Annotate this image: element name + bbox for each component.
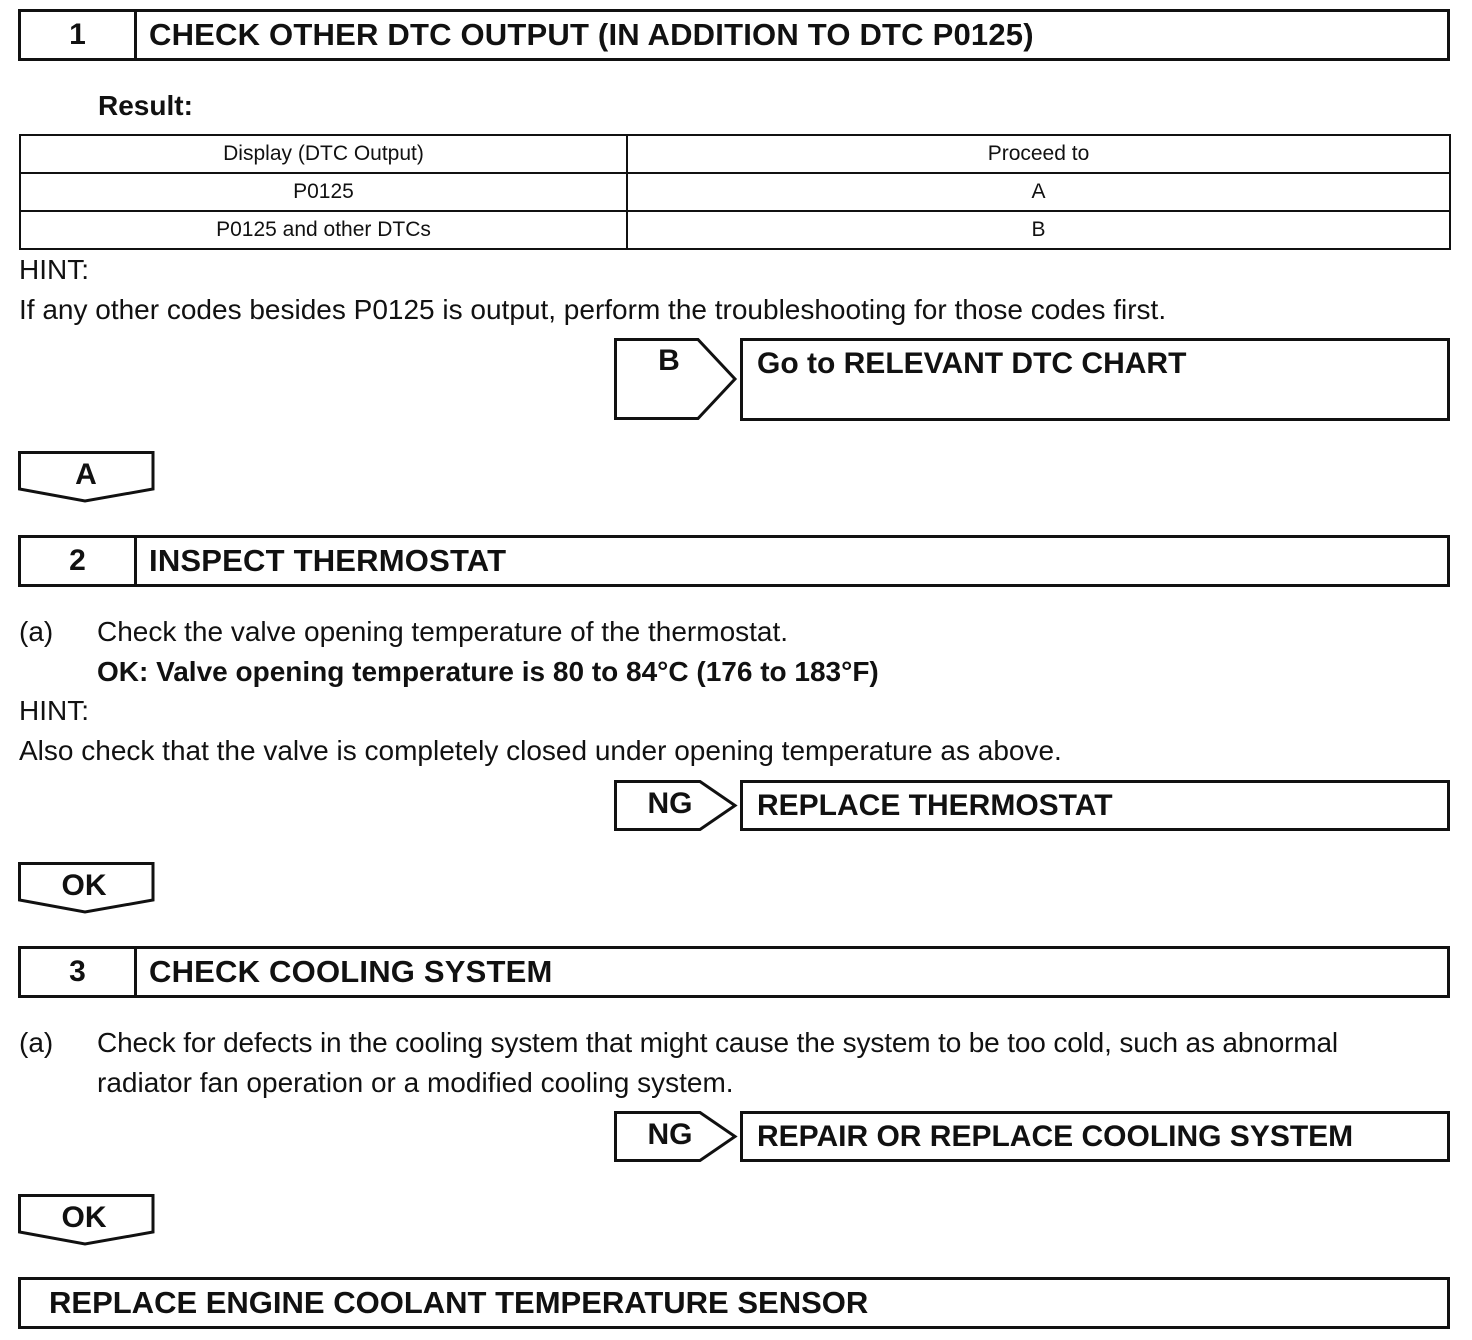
branch-action-box: Go to RELEVANT DTC CHART [740, 338, 1450, 421]
step-number: 1 [21, 12, 137, 58]
table-cell: B [627, 211, 1450, 249]
branch-label: B [658, 344, 680, 377]
hint-label: HINT: [19, 695, 89, 726]
step-number: 3 [21, 949, 137, 995]
hint-text: If any other codes besides P0125 is output, perform the troubleshooting for those codes first. [19, 294, 1167, 325]
table-row [20, 211, 1450, 249]
continue-label: A [75, 458, 97, 491]
item-marker: (a) [19, 1027, 54, 1058]
continue-label: OK [61, 869, 107, 902]
hint-label: HINT: [19, 254, 89, 285]
step-number: 2 [21, 538, 137, 584]
final-action-box: REPLACE ENGINE COOLANT TEMPERATURE SENSOR [18, 1277, 1450, 1329]
item-marker: (a) [19, 616, 54, 647]
continue-label: OK [61, 1201, 107, 1234]
branch-label: NG [647, 787, 693, 820]
item-text: Check for defects in the cooling system that might cause the system to be too cold, such as abnormal [97, 1027, 1338, 1058]
table-header-row [20, 135, 1450, 173]
result-label: Result: [98, 90, 193, 121]
item-text-continued: radiator fan operation or a modified cooling system. [97, 1067, 734, 1098]
item-text: Check the valve opening temperature of the thermostat. [97, 616, 789, 647]
branch-label: NG [647, 1118, 693, 1151]
step-title: CHECK COOLING SYSTEM [149, 954, 553, 989]
step-3-header [18, 946, 1450, 998]
step-2-header [18, 535, 1450, 587]
branch-action-box: REPAIR OR REPLACE COOLING SYSTEM [740, 1111, 1450, 1162]
table-cell: P0125 [20, 173, 627, 211]
table-cell: P0125 and other DTCs [20, 211, 627, 249]
hint-text: Also check that the valve is completely closed under opening temperature as above. [19, 735, 1062, 766]
step-title: CHECK OTHER DTC OUTPUT (IN ADDITION TO DTC P0125) [149, 17, 1034, 52]
branch-action-box: REPLACE THERMOSTAT [740, 780, 1450, 831]
table-cell: A [627, 173, 1450, 211]
step-title: INSPECT THERMOSTAT [149, 543, 507, 578]
result-table [19, 134, 1451, 250]
table-header-cell: Display (DTC Output) [20, 135, 627, 173]
step-1-header [18, 9, 1450, 61]
table-row [20, 173, 1450, 211]
table-header-cell: Proceed to [627, 135, 1450, 173]
ok-spec: OK: Valve opening temperature is 80 to 84°C (176 to 183°F) [97, 656, 879, 687]
